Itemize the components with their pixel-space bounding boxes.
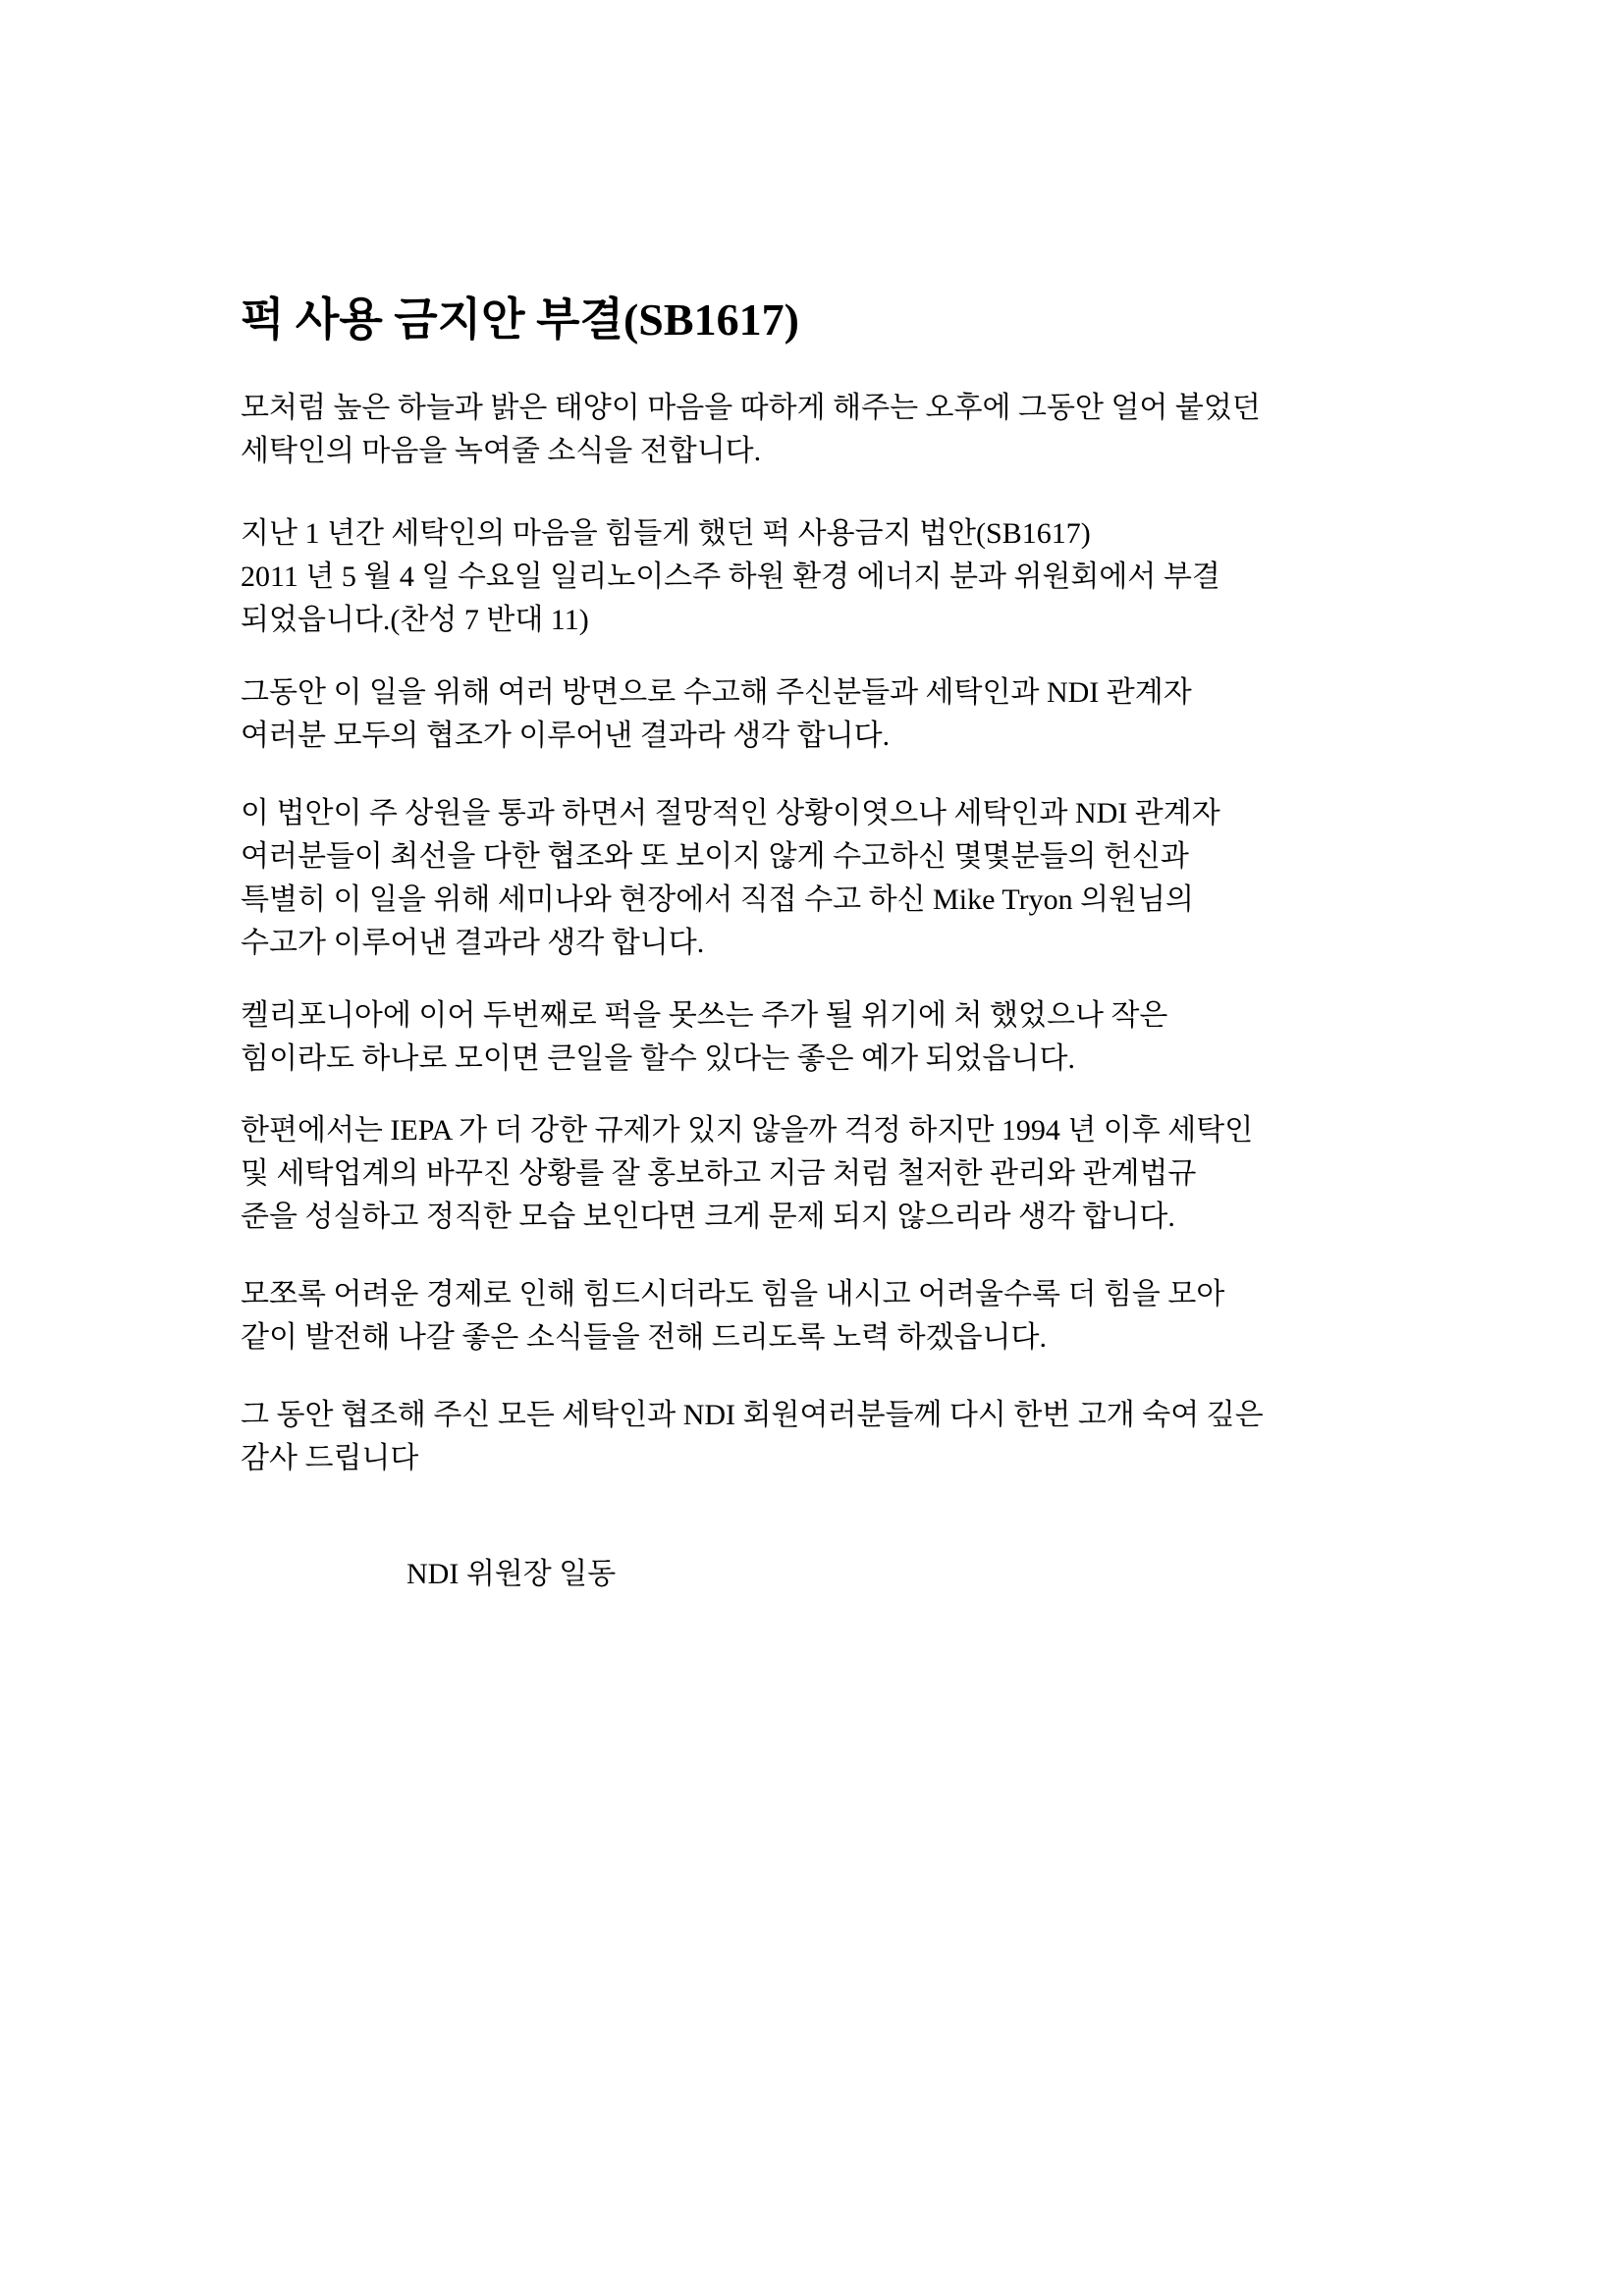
- paragraph-senate-passage: [241, 792, 1468, 965]
- paragraph-line: 그동안 이 일을 위해 여러 방면으로 수고해 주신분들과 세탁인과 NDI 관계자: [241, 676, 1192, 709]
- paragraph-line: 그 동안 협조해 주신 모든 세탁인과 NDI 회원여러분들께 다시 한번 고개 숙여 깊은: [241, 1399, 1264, 1431]
- paragraph-line: 수고가 이루어낸 결과라 생각 합니다.: [241, 927, 705, 959]
- paragraph-california: [241, 994, 1468, 1081]
- signature: NDI 위원장 일동: [406, 1558, 617, 1590]
- paragraph-line: 되었읍니다.(찬성 7 반대 11): [241, 604, 589, 636]
- paragraph-bill-result: [241, 512, 1468, 642]
- paragraph-line: 한편에서는 IEPA 가 더 강한 규제가 있지 않을까 걱정 하지만 1994 년 이후 세탁인: [241, 1114, 1254, 1147]
- paragraph-line: 이 법안이 주 상원을 통과 하면서 절망적인 상황이엿으나 세탁인과 NDI 관계자: [241, 797, 1220, 829]
- paragraph-line: 준을 성실하고 정직한 모습 보인다면 크게 문제 되지 않으리라 생각 합니다.: [241, 1201, 1175, 1233]
- paragraph-line: 지난 1 년간 세탁인의 마음을 힘들게 했던 퍽 사용금지 법안(SB1617): [241, 517, 1091, 550]
- paragraph-thanks-cooperation: [241, 671, 1468, 758]
- paragraph-closing-thanks: [241, 1394, 1468, 1480]
- paragraph-line: 감사 드립니다: [241, 1442, 419, 1474]
- paragraph-line: 모처럼 높은 하늘과 밝은 태양이 마음을 따하게 해주는 오후에 그동안 얼어 붙었던: [241, 392, 1261, 424]
- paragraph-encouragement: [241, 1273, 1468, 1360]
- paragraph-line: 켈리포니아에 이어 두번째로 퍽을 못쓰는 주가 될 위기에 처 했었으나 작은: [241, 999, 1168, 1032]
- paragraph-line: 힘이라도 하나로 모이면 큰일을 할수 있다는 좋은 예가 되었읍니다.: [241, 1042, 1075, 1075]
- paragraph-line: 여러분들이 최선을 다한 협조와 또 보이지 않게 수고하신 몇몇분들의 헌신과: [241, 840, 1189, 873]
- paragraph-line: 특별히 이 일을 위해 세미나와 현장에서 직접 수고 하신 Mike Tryon 의원님의: [241, 883, 1195, 916]
- paragraph-intro: [241, 387, 1468, 473]
- paragraph-line: 세탁인의 마음을 녹여줄 소식을 전합니다.: [241, 435, 762, 467]
- paragraph-line: 2011 년 5 월 4 일 수요일 일리노이스주 하원 환경 에너지 분과 위원회에서 부결: [241, 561, 1220, 593]
- paragraph-iepa: [241, 1109, 1468, 1239]
- document-title: 퍽 사용 금지안 부결(SB1617): [241, 294, 799, 345]
- paragraph-line: 같이 발전해 나갈 좋은 소식들을 전해 드리도록 노력 하겠읍니다.: [241, 1321, 1047, 1354]
- paragraph-line: 및 세탁업계의 바꾸진 상황를 잘 홍보하고 지금 처럼 철저한 관리와 관계법규: [241, 1157, 1197, 1190]
- paragraph-line: 모쪼록 어려운 경제로 인해 힘드시더라도 힘을 내시고 어려울수록 더 힘을 모아: [241, 1278, 1225, 1310]
- paragraph-line: 여러분 모두의 협조가 이루어낸 결과라 생각 합니다.: [241, 720, 891, 752]
